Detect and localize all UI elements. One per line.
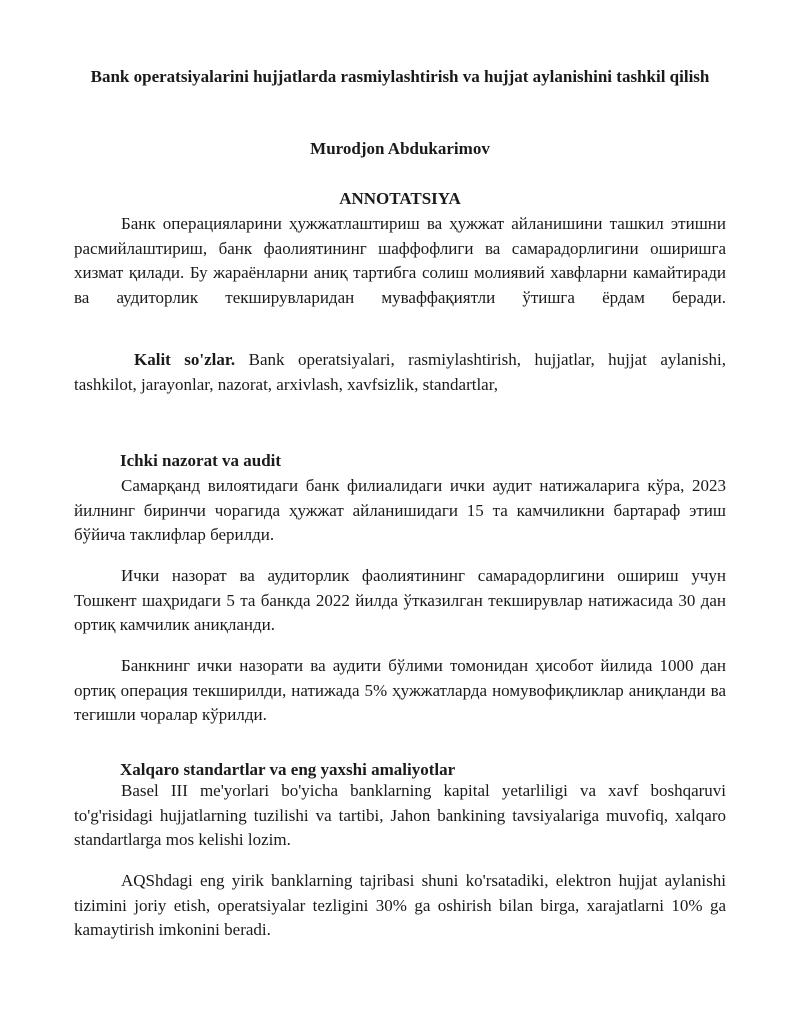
keywords-label: Kalit so'zlar. xyxy=(134,350,236,369)
keywords-paragraph xyxy=(74,348,726,397)
section-paragraph: Ички назорат ва аудиторлик фаолиятининг самарадорлигини ошириш учун Тошкент шаҳридаги 5 та банкда 2022 йилда ўтказилган текширувлар натижасида 30 дан ортиқ камчилик аниқланди. xyxy=(74,566,726,634)
paper-title: Bank operatsiyalarini hujjatlarda rasmiylashtirish va hujjat aylanishini tashkil qilish xyxy=(90,67,710,86)
section-heading: Ichki nazorat va audit xyxy=(120,451,282,470)
section-heading: Xalqaro standartlar va eng yaxshi amaliyotlar xyxy=(120,760,456,779)
section-paragraph: Basel III me'yorlari bo'yicha banklarning kapital yetarliligi va xavf boshqaruvi to'g'risidagi hujjatlarning tuzilishi va tartibi, Jahon bankining tavsiyalariga muvofiq, xalqaro standartlarga mos kelishi lozim. xyxy=(74,781,726,849)
annotation-heading: ANNOTATSIYA xyxy=(339,189,461,208)
keywords-list: Bank operatsiyalari, rasmiylashtirish, hujjatlar, hujjat aylanishi, tashkilot, jarayonlar, nazorat, arxivlash, xavfsizlik, standartlar, xyxy=(74,350,726,394)
section-paragraph: AQShdagi eng yirik banklarning tajribasi shuni ko'rsatadiki, elektron hujjat aylanishi tizimini joriy etish, operatsiyalar tezligini 30% ga oshirish bilan birga, xarajatlarni 10% ga kamaytirish imkonini beradi. xyxy=(74,871,726,939)
annotation-paragraph: Банк операцияларини ҳужжатлаштириш ва ҳужжат айланишини ташкил этишни расмийлаштириш, банк фаолиятининг шаффофлиги ва самарадорлигини оширишга хизмат қилади. Бу жараёнларни аниқ тартибга солиш молиявий хавфларни камайтиради ва аудиторлик текширувларидан муваффақиятли ўтишга ёрдам беради. xyxy=(74,214,726,307)
author-name: Murodjon Abdukarimov xyxy=(310,139,490,158)
section-paragraph: Самарқанд вилоятидаги банк филиалидаги ички аудит натижаларига кўра, 2023 йилнинг биринчи чорагида ҳужжат айланишидаги 15 та камчиликни бартараф этиш бўйича таклифлар берилди. xyxy=(74,476,726,544)
section-paragraph: Банкнинг ички назорати ва аудити бўлими томонидан ҳисобот йилида 1000 дан ортиқ операция текширилди, натижада 5% ҳужжатларда номувофиқликлар аниқланди ва тегишли чоралар кўрилди. xyxy=(74,656,726,724)
